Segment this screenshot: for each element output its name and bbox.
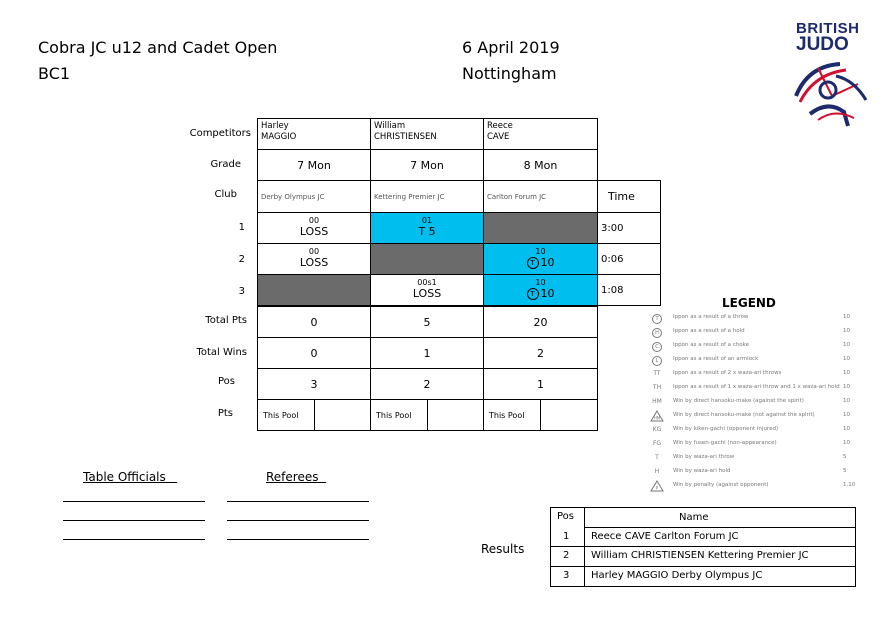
legend-symbol: FG xyxy=(652,440,662,447)
legend-item xyxy=(648,426,858,440)
competitor-last-name: MAGGIO xyxy=(261,132,297,142)
results-label: Results xyxy=(481,542,525,556)
pool-pts-cell xyxy=(314,399,371,431)
referees-label: Referees xyxy=(266,470,319,484)
legend-points: 10 xyxy=(843,398,850,404)
match-result: 10 xyxy=(540,256,555,269)
event-date: 6 April 2019 xyxy=(462,38,560,57)
legend-points: 10 xyxy=(843,412,850,418)
legend-points: 5 xyxy=(843,454,847,460)
club-cell-3: Carlton Forum JC xyxy=(483,180,598,213)
table-officials-label: Table Officials xyxy=(83,470,166,484)
legend-description: Ippon as a result of a choke xyxy=(673,342,750,348)
position-cell: 3 xyxy=(257,368,371,400)
legend-circle-icon: C xyxy=(652,342,662,352)
legend-title: LEGEND xyxy=(722,296,776,310)
label-round-3: 3 xyxy=(238,286,245,297)
label-total-pts: Total Pts xyxy=(205,315,247,326)
competitor-first-name: Harley xyxy=(261,121,289,131)
match-cell-win xyxy=(483,274,598,306)
legend-description: Ippon as a result of 1 x waza-ari throw and 1 x waza-ari hold xyxy=(673,384,840,390)
round-time: 1:08 xyxy=(597,274,661,306)
legend-item xyxy=(648,314,858,328)
this-pool-cell: This Pool xyxy=(370,399,428,431)
competitor-last-name: CAVE xyxy=(487,132,510,142)
referees-heading xyxy=(266,470,326,484)
competitor-cell-1 xyxy=(257,118,371,150)
results-name-header: Name xyxy=(679,512,709,523)
position-cell: 2 xyxy=(370,368,484,400)
results-pos: 2 xyxy=(563,550,570,561)
legend-symbol: TH xyxy=(652,384,662,391)
total-wins-cell: 2 xyxy=(483,337,598,369)
pool-pts-cell xyxy=(427,399,484,431)
pool-pts-cell xyxy=(540,399,598,431)
legend-description: Ippon as a result of a throw xyxy=(673,314,749,320)
results-row-divider xyxy=(550,546,856,547)
british-judo-logo xyxy=(780,18,880,133)
legend-description: Win by waza-ari throw xyxy=(673,454,735,460)
total-wins-cell: 1 xyxy=(370,337,484,369)
round-time: 0:06 xyxy=(597,243,661,275)
legend-symbol xyxy=(648,480,666,494)
grade-cell-2: 7 Mon xyxy=(370,149,484,181)
legend-circle-icon: L xyxy=(652,356,662,366)
match-cell xyxy=(257,243,371,275)
total-pts-cell: 20 xyxy=(483,306,598,338)
legend-item xyxy=(648,482,858,496)
results-pos: 1 xyxy=(563,531,570,542)
this-pool-cell: This Pool xyxy=(257,399,315,431)
match-result: T 5 xyxy=(418,225,436,238)
legend-points: 10 xyxy=(843,370,850,376)
legend-symbol: KG xyxy=(652,426,662,433)
legend-item xyxy=(648,370,858,384)
competitor-first-name: Reece xyxy=(487,121,513,131)
this-pool-cell: This Pool xyxy=(483,399,541,431)
label-pos: Pos xyxy=(217,376,235,387)
legend-points: 10 xyxy=(843,384,850,390)
time-header: Time xyxy=(597,180,661,213)
match-cell-win xyxy=(483,243,598,275)
legend-item xyxy=(648,398,858,412)
grade-cell-1: 7 Mon xyxy=(257,149,371,181)
legend-item xyxy=(648,468,858,482)
score-code: 01 xyxy=(421,216,433,225)
event-venue: Nottingham xyxy=(462,64,557,83)
total-pts-cell: 5 xyxy=(370,306,484,338)
match-result: 10 xyxy=(540,287,555,300)
legend-symbol xyxy=(648,328,666,338)
label-competitors: Competitors xyxy=(189,128,251,139)
ippon-throw-icon: T xyxy=(527,288,539,300)
legend-triangle-label: P xyxy=(655,485,659,491)
results-name: Harley MAGGIO Derby Olympus JC xyxy=(591,570,763,581)
legend-points: 10 xyxy=(843,426,850,432)
label-total-wins: Total Wins xyxy=(196,347,247,358)
legend-symbol xyxy=(648,410,666,424)
legend-symbol xyxy=(648,356,666,366)
match-cell-blocked xyxy=(257,274,371,306)
score-code: 10 xyxy=(535,247,546,256)
legend-item xyxy=(648,454,858,468)
legend-item xyxy=(648,328,858,342)
legend-circle-icon: T xyxy=(652,314,662,324)
results-pos-header: Pos xyxy=(557,511,575,522)
results-row-divider xyxy=(584,527,856,528)
signature-line xyxy=(227,520,369,521)
legend-description: Ippon as a result of a hold xyxy=(673,328,745,334)
signature-line xyxy=(227,501,369,502)
match-result-wrap xyxy=(484,287,597,300)
legend-item xyxy=(648,342,858,356)
legend-description: Win by fusen-gachi (non-appearance) xyxy=(673,440,777,446)
score-code: 00s1 xyxy=(417,278,437,287)
match-result: LOSS xyxy=(299,225,329,238)
label-round-1: 1 xyxy=(238,222,245,233)
score-code: 00 xyxy=(308,216,320,225)
legend-description: Win by kiken-gachi (opponent injured) xyxy=(673,426,779,432)
legend-points: 10 xyxy=(843,342,850,348)
legend-points: 10 xyxy=(843,328,850,334)
results-row-divider xyxy=(550,566,856,567)
score-code: 10 xyxy=(535,278,546,287)
signature-line xyxy=(63,520,205,521)
legend-item xyxy=(648,440,858,454)
legend-item xyxy=(648,384,858,398)
total-wins-cell: 0 xyxy=(257,337,371,369)
results-col-divider xyxy=(584,507,585,587)
legend-points: 10 xyxy=(843,314,850,320)
grade-cell-3: 8 Mon xyxy=(483,149,598,181)
legend-circle-icon: H xyxy=(652,328,662,338)
legend-description: Win by direct hansoku-make (against the spirit) xyxy=(673,398,804,404)
competitor-last-name: CHRISTIENSEN xyxy=(374,132,437,142)
logo-line1: BRITISH xyxy=(796,20,860,37)
score-code: 00 xyxy=(308,247,320,256)
legend-description: Win by waza-ari hold xyxy=(673,468,731,474)
legend-triangle-icon xyxy=(650,410,664,422)
match-result-wrap xyxy=(484,256,597,269)
label-grade: Grade xyxy=(210,159,241,170)
event-title: Cobra JC u12 and Cadet Open xyxy=(38,38,278,57)
label-club: Club xyxy=(214,189,237,200)
legend-description: Ippon as a result of an armlock xyxy=(673,356,759,362)
match-result: LOSS xyxy=(299,256,329,269)
signature-line xyxy=(227,539,369,540)
ippon-throw-icon: T xyxy=(527,257,539,269)
pool-name: BC1 xyxy=(38,64,71,83)
legend-symbol xyxy=(648,342,666,352)
legend-symbol: HM xyxy=(652,398,662,405)
label-round-2: 2 xyxy=(238,254,245,265)
legend-symbol: T xyxy=(655,454,659,461)
logo-line2: JUDO xyxy=(796,34,849,55)
table-officials-heading xyxy=(83,470,177,484)
match-cell-win xyxy=(370,212,484,244)
club-cell-2: Kettering Premier JC xyxy=(370,180,484,213)
match-cell xyxy=(257,212,371,244)
signature-line xyxy=(63,539,205,540)
match-cell xyxy=(370,274,484,306)
legend-symbol: TT xyxy=(653,370,661,377)
legend-description: Ippon as a result of 2 x waza-ari throws xyxy=(673,370,782,376)
legend-symbol: H xyxy=(654,468,660,475)
legend-description: Win by direct hansoku-make (not against the spirit) xyxy=(673,412,815,418)
legend-triangle-label: HM xyxy=(653,415,661,421)
match-cell-blocked xyxy=(370,243,484,275)
results-name: Reece CAVE Carlton Forum JC xyxy=(591,531,739,542)
competitor-first-name: William xyxy=(374,121,406,131)
competitor-cell-2 xyxy=(370,118,484,150)
results-pos: 3 xyxy=(563,570,570,581)
legend-points: 5 xyxy=(843,468,847,474)
match-cell-blocked xyxy=(483,212,598,244)
legend-triangle-icon xyxy=(650,480,664,492)
competitor-cell-3 xyxy=(483,118,598,150)
match-result: LOSS xyxy=(412,287,442,300)
legend-item xyxy=(648,412,858,426)
results-name: William CHRISTIENSEN Kettering Premier JC xyxy=(591,550,809,561)
judo-figure-icon xyxy=(788,56,872,132)
legend-symbol xyxy=(648,314,666,324)
round-time: 3:00 xyxy=(597,212,661,244)
position-cell: 1 xyxy=(483,368,598,400)
legend-points: 1,10 xyxy=(843,482,856,488)
signature-line xyxy=(63,501,205,502)
club-cell-1: Derby Olympus JC xyxy=(257,180,371,213)
legend-points: 10 xyxy=(843,356,850,362)
label-pts: Pts xyxy=(217,408,233,419)
legend-item xyxy=(648,356,858,370)
legend-description: Win by penalty (against opponent) xyxy=(673,482,769,488)
total-pts-cell: 0 xyxy=(257,306,371,338)
legend-points: 10 xyxy=(843,440,850,446)
